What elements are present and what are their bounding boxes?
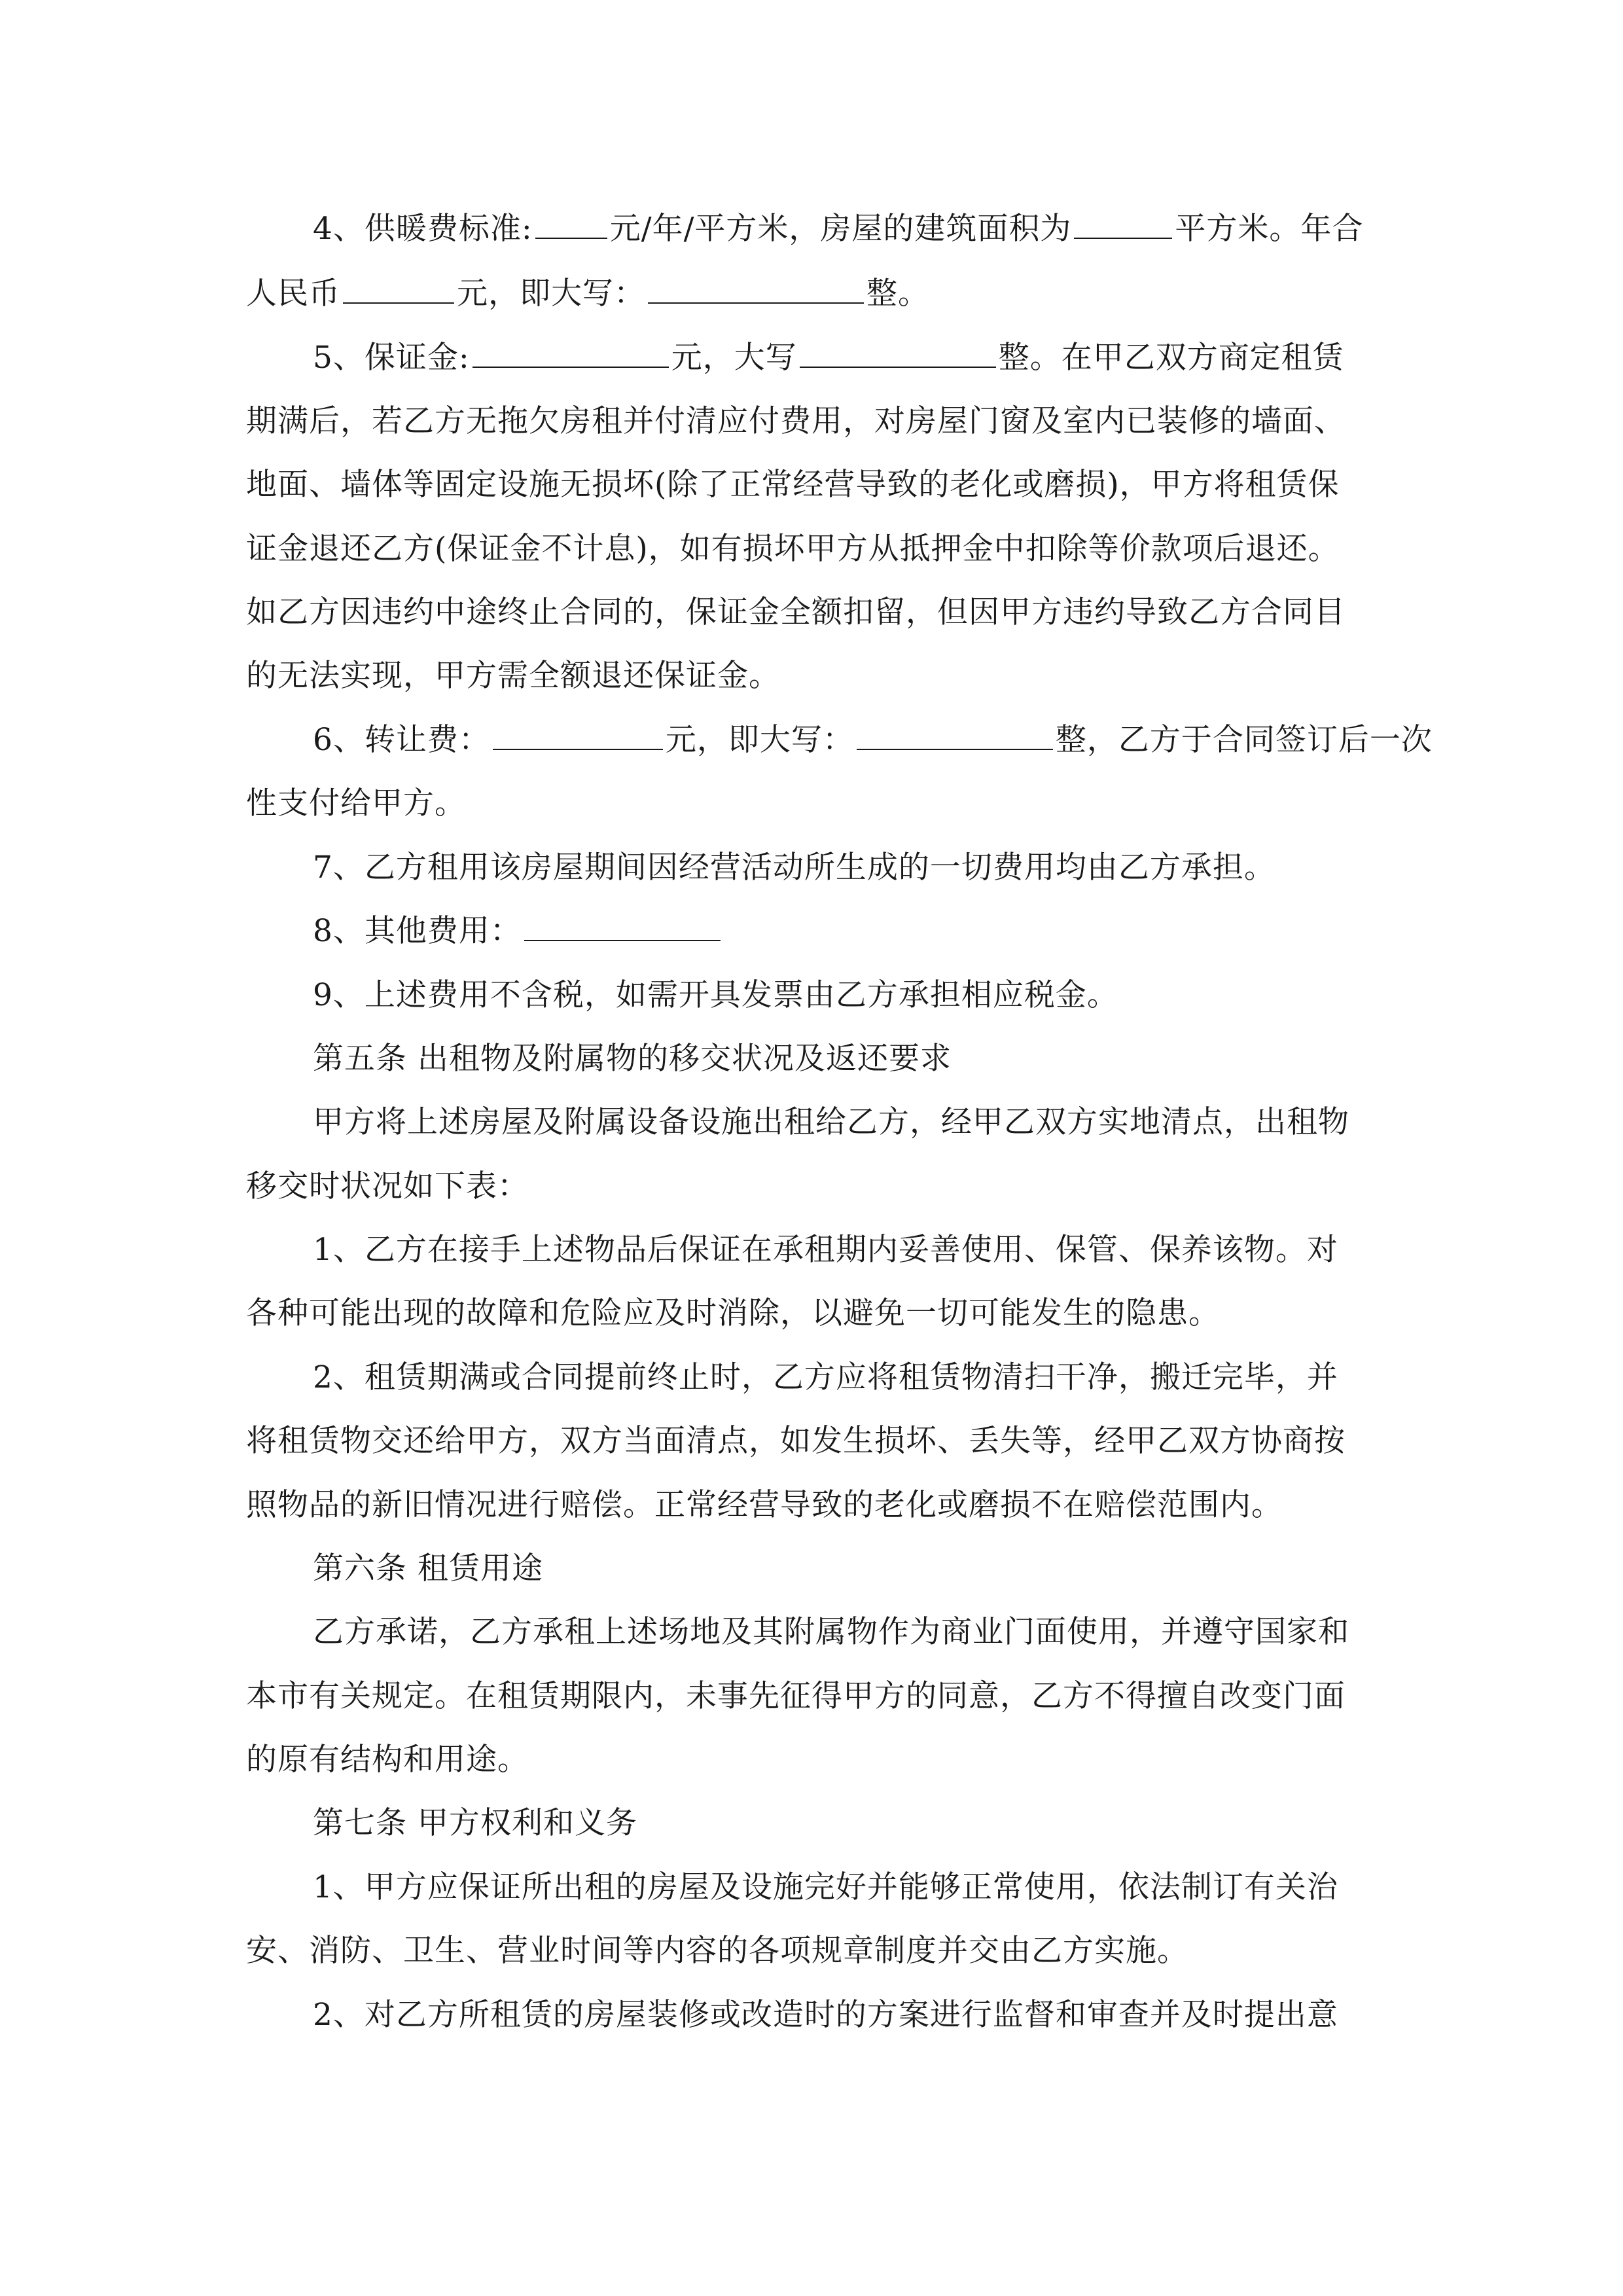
blank-field [857, 712, 1053, 750]
text: 整。 [866, 276, 929, 312]
article6-p1-line3: 的原有结构和用途。 [246, 1742, 529, 1778]
text: 人民币 [246, 276, 340, 312]
blank-field [800, 330, 996, 368]
article6-p1-line2: 本市有关规定。在租赁期限内，未事先征得甲方的同意，乙方不得擅自改变门面 [246, 1678, 1346, 1714]
text: 元，即大写： [457, 276, 645, 312]
article7-title: 第七条 甲方权利和义务 [313, 1805, 637, 1841]
article5-p2-line2: 各种可能出现的故障和危险应及时消除，以避免一切可能发生的隐患。 [246, 1295, 1220, 1331]
text: 整，乙方于合同签订后一次 [1055, 722, 1433, 758]
article7-p1-line2: 安、消防、卫生、营业时间等内容的各项规章制度并交由乙方实施。 [246, 1933, 1188, 1969]
item6-line1 [313, 708, 1433, 773]
article5-title: 第五条 出租物及附属物的移交状况及返还要求 [313, 1041, 952, 1077]
blank-field [1074, 201, 1172, 239]
text: 平方米。年合 [1175, 211, 1364, 247]
item8 [313, 899, 1378, 964]
blank-field [524, 903, 721, 941]
text: 元，即大写： [665, 722, 854, 758]
article5-p3-line3: 照物品的新旧情况进行赔偿。正常经营导致的老化或磨损不在赔偿范围内。 [246, 1487, 1283, 1523]
blank-field [493, 712, 663, 750]
blank-field [648, 266, 864, 304]
blank-field [473, 330, 669, 368]
item5-line2: 期满后，若乙方无拖欠房租并付清应付费用，对房屋门窗及室内已装修的墙面、 [246, 403, 1346, 439]
article5-p1-line2: 移交时状况如下表： [246, 1168, 529, 1204]
article5-p2-line1: 1、乙方在接手上述物品后保证在承租期内妥善使用、保管、保养该物。对 [313, 1232, 1338, 1268]
blank-field [343, 266, 454, 304]
text: 元/年/平方米，房屋的建筑面积为 [609, 211, 1072, 247]
article6-p1-line1: 乙方承诺，乙方承租上述场地及其附属物作为商业门面使用，并遵守国家和 [313, 1614, 1349, 1650]
item5-line1 [313, 325, 1378, 391]
item4-line1 [313, 196, 1378, 262]
item5-line4: 证金退还乙方(保证金不计息)，如有损坏甲方从抵押金中扣除等价款项后退还。 [246, 531, 1340, 567]
article7-p2-line1: 2、对乙方所租赁的房屋装修或改造时的方案进行监督和审查并及时提出意 [313, 1997, 1338, 2033]
item7: 7、乙方租用该房屋期间因经营活动所生成的一切费用均由乙方承担。 [313, 850, 1275, 886]
text: 8、其他费用： [313, 913, 522, 949]
article5-p1-line1: 甲方将上述房屋及附属设备设施出租给乙方，经甲乙双方实地清点，出租物 [313, 1104, 1349, 1140]
item5-line3: 地面、墙体等固定设施无损坏(除了正常经营导致的老化或磨损)，甲方将租赁保 [246, 467, 1340, 503]
item6-line2: 性支付给甲方。 [246, 785, 466, 821]
text: 整。在甲乙双方商定租赁 [998, 340, 1344, 376]
article5-p3-line2: 将租赁物交还给甲方，双方当面清点，如发生损坏、丢失等，经甲乙双方协商按 [246, 1423, 1346, 1459]
item5-line6: 的无法实现，甲方需全额退还保证金。 [246, 658, 780, 694]
text: 6、转让费： [313, 722, 490, 758]
item4-line2 [246, 261, 1378, 327]
item9: 9、上述费用不含税，如需开具发票由乙方承担相应税金。 [313, 977, 1118, 1013]
article7-p1-line1: 1、甲方应保证所出租的房屋及设施完好并能够正常使用，依法制订有关治 [313, 1869, 1338, 1905]
article6-title: 第六条 租赁用途 [313, 1551, 543, 1587]
article5-p3-line1: 2、租赁期满或合同提前终止时，乙方应将租赁物清扫干净，搬迁完毕，并 [313, 1359, 1338, 1395]
text: 元，大写 [671, 340, 797, 376]
text: 5、保证金: [313, 340, 470, 376]
item5-line5: 如乙方因违约中途终止合同的，保证金全额扣留，但因甲方违约导致乙方合同目 [246, 594, 1346, 630]
blank-field [535, 201, 607, 239]
text: 4、供暖费标准: [313, 211, 533, 247]
